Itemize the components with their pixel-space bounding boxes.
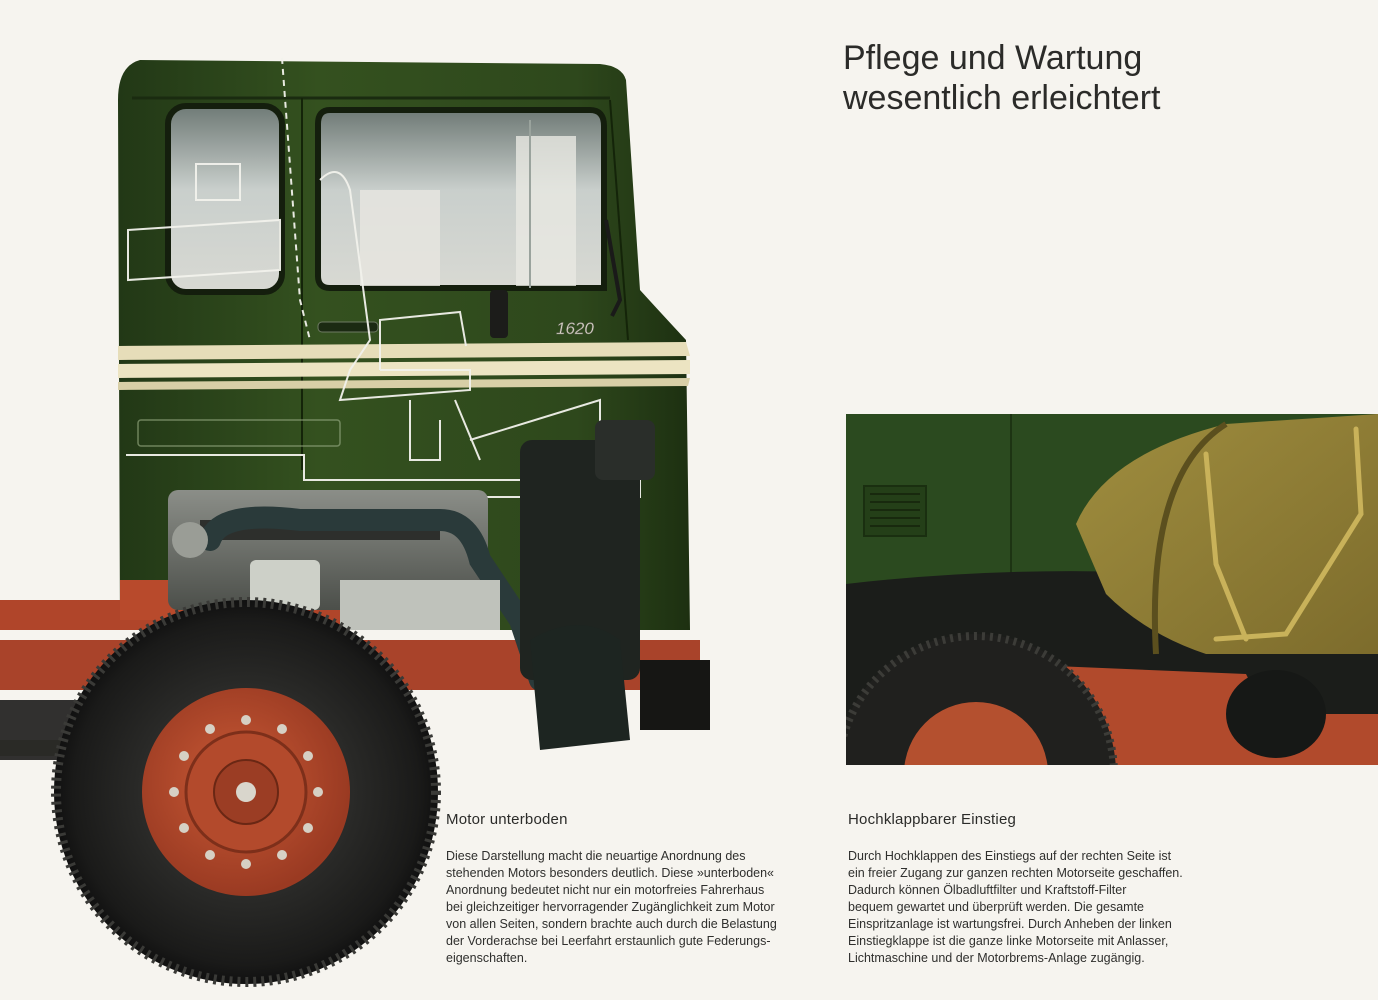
engine-caption-line: Anordnung bedeutet nicht nur ein motorfreies Fahrerhaus (446, 883, 765, 897)
step-caption-line: Einstiegklappe ist die ganze linke Motorseite mit Anlasser, (848, 934, 1169, 948)
engine-caption-line: bei gleichzeitiger hervorragender Zugänglichkeit zum Motor (446, 900, 775, 914)
cab-cream-stripes (118, 342, 690, 390)
engine-caption-line: von allen Seiten, sondern brachte auch durch die Belastung (446, 917, 777, 931)
model-badge: 1620 (556, 319, 594, 338)
step-caption-line: ein freier Zugang zur ganzen rechten Motorseite geschaffen. (848, 866, 1183, 880)
engine-caption-line: stehenden Motors besonders deutlich. Diese »unterboden« (446, 866, 774, 880)
engine-caption-line: der Vorderachse bei Leerfahrt erstaunlich gute Federungs- (446, 934, 771, 948)
step-caption-line: Lichtmaschine und der Motorbrems-Anlage zugängig. (848, 951, 1145, 965)
step-caption-line: Dadurch können Ölbadluftfilter und Kraftstoff-Filter (848, 883, 1127, 897)
engine-caption-text (446, 848, 846, 967)
engine-caption (446, 811, 846, 967)
front-wheel (54, 600, 438, 984)
step-caption-line: bequem gewartet und überprüft werden. Die gesamte (848, 900, 1145, 914)
page-headline (843, 38, 1343, 118)
headline-line-1: Pflege und Wartung (843, 39, 1143, 77)
step-caption-text (848, 848, 1268, 967)
step-caption-title: Hochklappbarer Einstieg (848, 811, 1017, 828)
headline-line-2: wesentlich erleichtert (843, 79, 1161, 117)
step-caption-line: Durch Hochklappen des Einstiegs auf der rechten Seite ist (848, 849, 1172, 863)
engine-caption-title: Motor unterboden (446, 811, 568, 828)
step-caption-line: Einspritzanlage ist wartungsfrei. Durch Anheben der linken (848, 917, 1172, 931)
step-caption (848, 811, 1268, 967)
engine-caption-line: Diese Darstellung macht die neuartige Anordnung des (446, 849, 746, 863)
step-access-photo (846, 414, 1378, 765)
engine-caption-line: eigenschaften. (446, 951, 528, 965)
